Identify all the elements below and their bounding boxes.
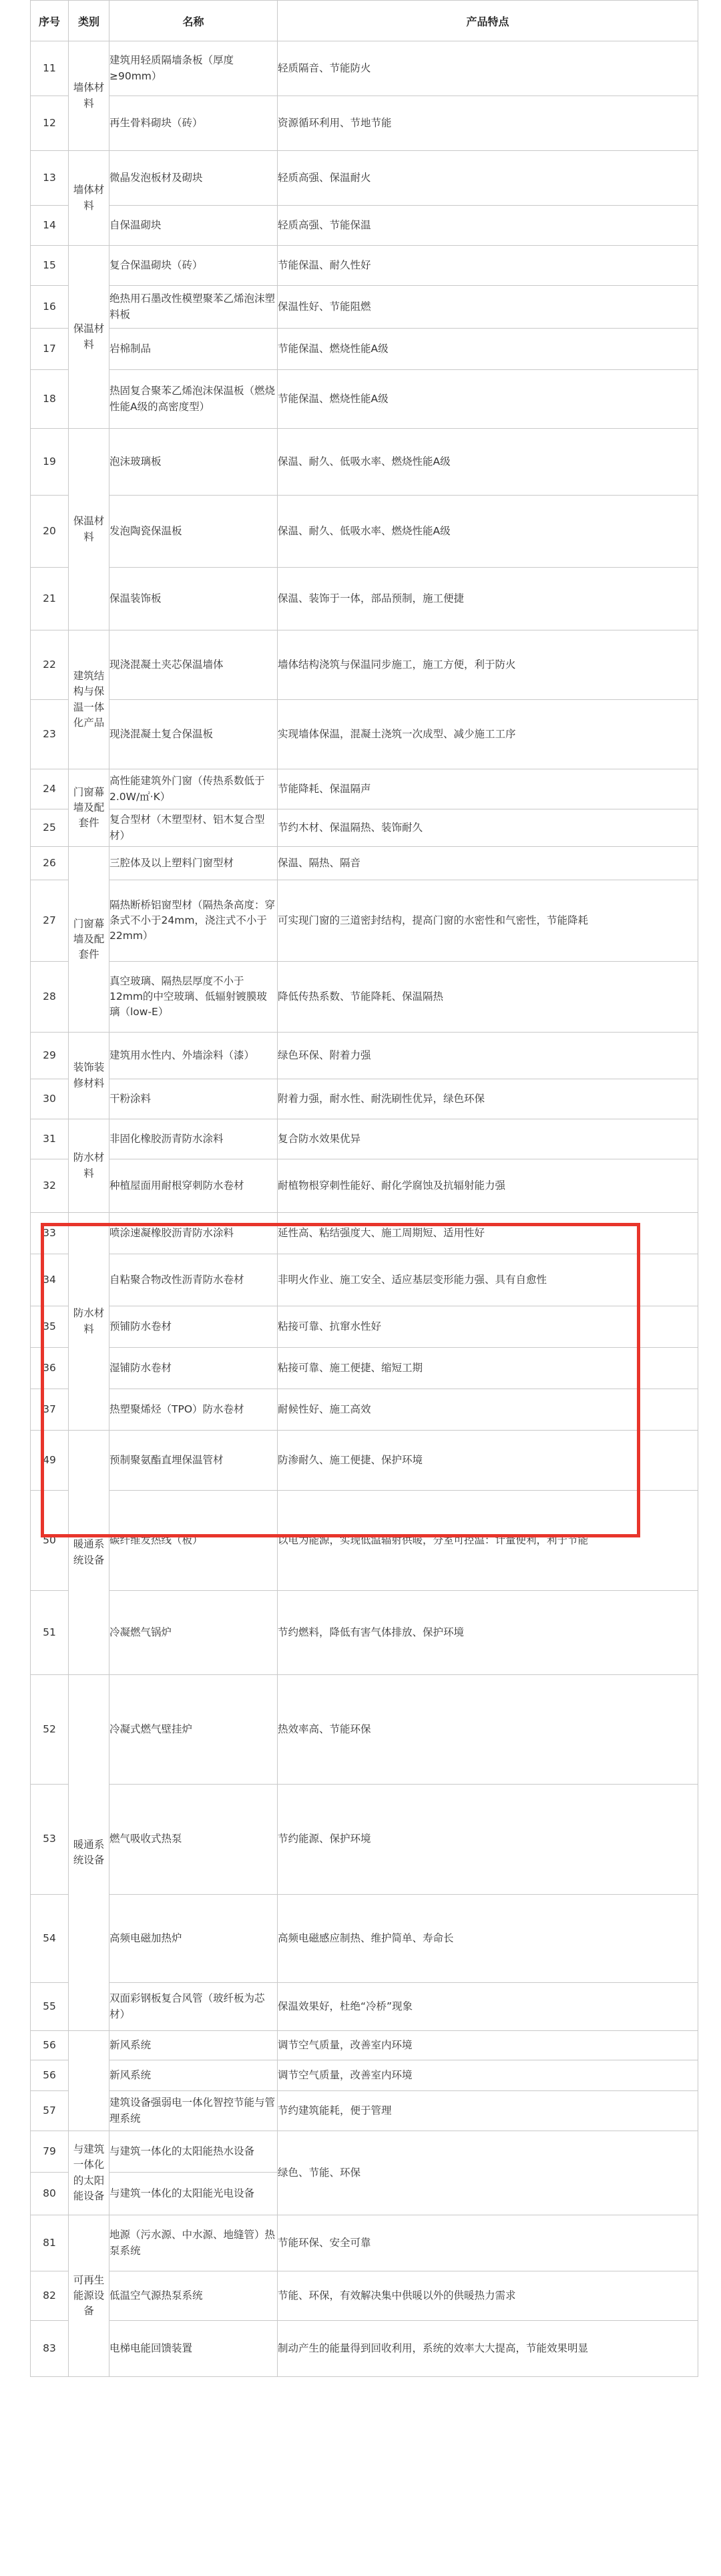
category-cell: 墙体材料	[69, 151, 109, 246]
product-name: 自保温砌块	[109, 206, 278, 246]
product-feature: 节约燃料，降低有害气体排放、保护环境	[278, 1591, 698, 1675]
product-name: 热塑聚烯烃（TPO）防水卷材	[109, 1389, 278, 1431]
table-row	[31, 1675, 698, 1785]
table-row	[31, 1785, 698, 1895]
row-num: 82	[31, 2271, 69, 2321]
product-feature: 资源循环利用、节地节能	[278, 96, 698, 151]
row-num: 23	[31, 700, 69, 769]
product-feature: 调节空气质量，改善室内环境	[278, 2031, 698, 2060]
category-cell: 防水材料	[69, 1119, 109, 1213]
product-name: 三腔体及以上塑料门窗型材	[109, 847, 278, 880]
row-num: 30	[31, 1079, 69, 1119]
product-name: 湿铺防水卷材	[109, 1348, 278, 1389]
row-num: 22	[31, 630, 69, 700]
product-name: 建筑用轻质隔墙条板（厚度≥90mm）	[109, 41, 278, 96]
product-feature: 保温性好、节能阻燃	[278, 286, 698, 329]
product-feature: 保温效果好，杜绝“冷桥”现象	[278, 1983, 698, 2031]
row-num: 26	[31, 847, 69, 880]
product-feature: 调节空气质量，改善室内环境	[278, 2060, 698, 2091]
table-row	[31, 1983, 698, 2031]
row-num: 33	[31, 1213, 69, 1254]
product-feature: 防渗耐久、施工便捷、保护环境	[278, 1431, 698, 1491]
product-feature: 保温、装饰于一体，部品预制，施工便捷	[278, 568, 698, 630]
table-row	[31, 1213, 698, 1254]
table-row	[31, 286, 698, 329]
product-name: 真空玻璃、隔热层厚度不小于12mm的中空玻璃、低辐射镀膜玻璃（low-E）	[109, 962, 278, 1033]
product-name: 发泡陶瓷保温板	[109, 496, 278, 568]
product-feature: 实现墙体保温，混凝土浇筑一次成型、减少施工工序	[278, 700, 698, 769]
row-num: 57	[31, 2091, 69, 2131]
row-num: 81	[31, 2215, 69, 2271]
row-num: 56	[31, 2031, 69, 2060]
product-name: 新风系统	[109, 2031, 278, 2060]
row-num: 27	[31, 880, 69, 962]
product-feature: 耐植物根穿刺性能好、耐化学腐蚀及抗辐射能力强	[278, 1159, 698, 1213]
table-row	[31, 1306, 698, 1348]
product-table-page	[30, 0, 698, 2377]
row-num: 55	[31, 1983, 69, 2031]
table-row	[31, 496, 698, 568]
product-name: 燃气吸收式热泵	[109, 1785, 278, 1895]
category-cell: 防水材料	[69, 1213, 109, 1431]
table-row	[31, 769, 698, 809]
product-name: 绝热用石墨改性模塑聚苯乙烯泡沫塑料板	[109, 286, 278, 329]
product-name: 隔热断桥铝窗型材（隔热条高度：穿条式不小于24mm，浇注式不小于22mm）	[109, 880, 278, 962]
product-name: 地源（污水源、中水源、地缝管）热泵系统	[109, 2215, 278, 2271]
product-feature: 墙体结构浇筑与保温同步施工，施工方便，利于防火	[278, 630, 698, 700]
product-name: 新风系统	[109, 2060, 278, 2091]
product-name: 高频电磁加热炉	[109, 1895, 278, 1983]
product-feature: 降低传热系数、节能降耗、保温隔热	[278, 962, 698, 1033]
table-header-row	[31, 1, 698, 41]
product-feature: 附着力强，耐水性、耐洗刷性优异，绿色环保	[278, 1079, 698, 1119]
category-cell: 保温材料	[69, 429, 109, 630]
row-num: 32	[31, 1159, 69, 1213]
product-name: 与建筑一体化的太阳能热水设备	[109, 2131, 278, 2173]
product-feature: 保温、耐久、低吸水率、燃烧性能A级	[278, 496, 698, 568]
table-row	[31, 1591, 698, 1675]
table-row	[31, 568, 698, 630]
row-num: 12	[31, 96, 69, 151]
table-row	[31, 329, 698, 370]
table-row	[31, 2271, 698, 2321]
product-feature: 节能降耗、保温隔声	[278, 769, 698, 809]
product-name: 碳纤维发热线（板）	[109, 1491, 278, 1591]
row-num: 29	[31, 1033, 69, 1079]
product-feature: 节能保温、耐久性好	[278, 246, 698, 286]
product-name: 热固复合聚苯乙烯泡沫保温板（燃烧性能A级的高密度型）	[109, 370, 278, 429]
row-num: 37	[31, 1389, 69, 1431]
product-feature: 节约木材、保温隔热、装饰耐久	[278, 809, 698, 847]
product-feature: 粘接可靠、抗窜水性好	[278, 1306, 698, 1348]
product-name: 复合型材（木塑型材、铝木复合型材）	[109, 809, 278, 847]
table-row	[31, 2031, 698, 2060]
product-feature: 可实现门窗的三道密封结构，提高门窗的水密性和气密性，节能降耗	[278, 880, 698, 962]
row-num: 11	[31, 41, 69, 96]
table-row	[31, 2215, 698, 2271]
product-feature: 绿色、节能、环保	[278, 2131, 698, 2215]
row-num: 34	[31, 1254, 69, 1306]
product-feature: 轻质高强、保温耐火	[278, 151, 698, 206]
table-row	[31, 429, 698, 496]
product-name: 种植屋面用耐根穿刺防水卷材	[109, 1159, 278, 1213]
row-num: 35	[31, 1306, 69, 1348]
product-feature: 节能保温、燃烧性能A级	[278, 329, 698, 370]
table-row	[31, 1254, 698, 1306]
category-cell: 暖通系统设备	[69, 1431, 109, 1675]
product-name: 自粘聚合物改性沥青防水卷材	[109, 1254, 278, 1306]
product-feature: 绿色环保、附着力强	[278, 1033, 698, 1079]
row-num: 19	[31, 429, 69, 496]
product-name: 干粉涂料	[109, 1079, 278, 1119]
product-name: 保温装饰板	[109, 568, 278, 630]
row-num: 50	[31, 1491, 69, 1591]
row-num: 14	[31, 206, 69, 246]
row-num: 53	[31, 1785, 69, 1895]
product-name: 再生骨料砌块（砖）	[109, 96, 278, 151]
table-row	[31, 1491, 698, 1591]
product-feature: 轻质隔音、节能防火	[278, 41, 698, 96]
table-row	[31, 1389, 698, 1431]
table-row	[31, 1159, 698, 1213]
category-cell	[69, 2031, 109, 2131]
row-num: 80	[31, 2173, 69, 2215]
product-name: 建筑用水性内、外墙涂料（漆）	[109, 1033, 278, 1079]
product-name: 现浇混凝土夹芯保温墙体	[109, 630, 278, 700]
table-row	[31, 630, 698, 700]
product-feature: 耐候性好、施工高效	[278, 1389, 698, 1431]
category-cell: 装饰装修材料	[69, 1033, 109, 1119]
header-num: 序号	[31, 1, 69, 41]
row-num: 24	[31, 769, 69, 809]
product-name: 非固化橡胶沥青防水涂料	[109, 1119, 278, 1159]
table-row	[31, 880, 698, 962]
product-name: 建筑设备强弱电一体化智控节能与管理系统	[109, 2091, 278, 2131]
product-feature: 粘接可靠、施工便捷、缩短工期	[278, 1348, 698, 1389]
row-num: 54	[31, 1895, 69, 1983]
row-num: 51	[31, 1591, 69, 1675]
product-feature: 节能环保、安全可靠	[278, 2215, 698, 2271]
product-name: 复合保温砌块（砖）	[109, 246, 278, 286]
row-num: 83	[31, 2321, 69, 2377]
row-num: 28	[31, 962, 69, 1033]
product-feature: 轻质高强、节能保温	[278, 206, 698, 246]
table-row	[31, 1119, 698, 1159]
row-num: 13	[31, 151, 69, 206]
product-name: 现浇混凝土复合保温板	[109, 700, 278, 769]
table-row	[31, 246, 698, 286]
row-num: 16	[31, 286, 69, 329]
row-num: 15	[31, 246, 69, 286]
product-table	[30, 0, 698, 2377]
row-num: 31	[31, 1119, 69, 1159]
category-cell: 门窗幕墙及配套件	[69, 769, 109, 847]
table-row	[31, 1431, 698, 1491]
row-num: 21	[31, 568, 69, 630]
product-feature: 非明火作业、施工安全、适应基层变形能力强、具有自愈性	[278, 1254, 698, 1306]
category-cell: 暖通系统设备	[69, 1675, 109, 2031]
product-name: 岩棉制品	[109, 329, 278, 370]
product-name: 预制聚氨酯直埋保温管材	[109, 1431, 278, 1491]
product-feature: 制动产生的能量得到回收利用，系统的效率大大提高，节能效果明显	[278, 2321, 698, 2377]
header-category: 类别	[69, 1, 109, 41]
table-row	[31, 2131, 698, 2173]
category-cell: 建筑结构与保温一体化产品	[69, 630, 109, 769]
product-name: 泡沫玻璃板	[109, 429, 278, 496]
product-feature: 热效率高、节能环保	[278, 1675, 698, 1785]
table-row	[31, 370, 698, 429]
row-num: 20	[31, 496, 69, 568]
table-row	[31, 96, 698, 151]
product-feature: 节约建筑能耗，便于管理	[278, 2091, 698, 2131]
product-name: 冷凝燃气锅炉	[109, 1591, 278, 1675]
row-num: 49	[31, 1431, 69, 1491]
product-feature: 节约能源、保护环境	[278, 1785, 698, 1895]
product-name: 喷涂速凝橡胶沥青防水涂料	[109, 1213, 278, 1254]
category-cell: 可再生能源设备	[69, 2215, 109, 2377]
row-num: 18	[31, 370, 69, 429]
table-row	[31, 151, 698, 206]
table-row	[31, 809, 698, 847]
product-name: 电梯电能回馈装置	[109, 2321, 278, 2377]
table-row	[31, 1348, 698, 1389]
table-row	[31, 2060, 698, 2091]
product-feature: 延性高、粘结强度大、施工周期短、适用性好	[278, 1213, 698, 1254]
row-num: 52	[31, 1675, 69, 1785]
category-cell: 门窗幕墙及配套件	[69, 847, 109, 1033]
row-num: 36	[31, 1348, 69, 1389]
product-feature: 节能保温、燃烧性能A级	[278, 370, 698, 429]
table-row	[31, 1079, 698, 1119]
header-name: 名称	[109, 1, 278, 41]
table-row	[31, 1033, 698, 1079]
product-name: 预铺防水卷材	[109, 1306, 278, 1348]
table-row	[31, 962, 698, 1033]
product-name: 高性能建筑外门窗（传热系数低于2.0W/㎡·K）	[109, 769, 278, 809]
product-name: 冷凝式燃气壁挂炉	[109, 1675, 278, 1785]
row-num: 56	[31, 2060, 69, 2091]
product-name: 低温空气源热泵系统	[109, 2271, 278, 2321]
row-num: 25	[31, 809, 69, 847]
row-num: 79	[31, 2131, 69, 2173]
product-feature: 以电为能源，实现低温辐射供暖，分室可控温：计量便利，利于节能	[278, 1491, 698, 1591]
category-cell: 墙体材料	[69, 41, 109, 151]
product-feature: 保温、耐久、低吸水率、燃烧性能A级	[278, 429, 698, 496]
header-feature: 产品特点	[278, 1, 698, 41]
table-row	[31, 2321, 698, 2377]
product-name: 与建筑一体化的太阳能光电设备	[109, 2173, 278, 2215]
row-num: 17	[31, 329, 69, 370]
category-cell: 与建筑一体化的太阳能设备	[69, 2131, 109, 2215]
product-name: 双面彩钢板复合风管（玻纤板为芯材）	[109, 1983, 278, 2031]
table-row	[31, 1895, 698, 1983]
table-row	[31, 847, 698, 880]
table-row	[31, 2091, 698, 2131]
category-cell: 保温材料	[69, 246, 109, 429]
table-row	[31, 700, 698, 769]
table-row	[31, 206, 698, 246]
table-row	[31, 41, 698, 96]
product-name: 微晶发泡板材及砌块	[109, 151, 278, 206]
product-feature: 复合防水效果优异	[278, 1119, 698, 1159]
product-feature: 高频电磁感应制热、维护简单、寿命长	[278, 1895, 698, 1983]
product-feature: 保温、隔热、隔音	[278, 847, 698, 880]
product-feature: 节能、环保，有效解决集中供暖以外的供暖热力需求	[278, 2271, 698, 2321]
